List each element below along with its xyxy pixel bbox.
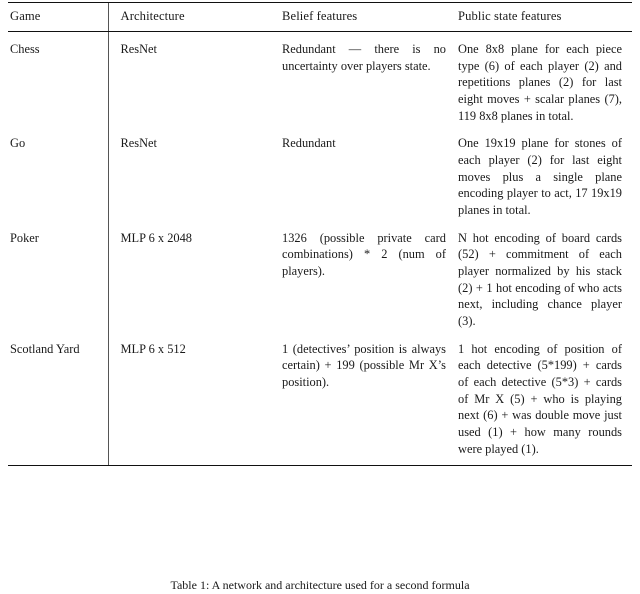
table-row: [8, 332, 632, 466]
cell-public-poker: N hot encoding of board cards (52) + commitment of each player normalized by his stack (2) + 1 hot encoding of who acts next, including chance player (3).: [458, 230, 622, 329]
column-header-architecture: Architecture: [108, 3, 280, 32]
column-header-public-state-features: Public state features: [456, 3, 632, 32]
table-body: [8, 32, 632, 466]
table-row: [8, 32, 632, 127]
cell-architecture-poker: MLP 6 x 2048: [108, 221, 280, 332]
table-header: [8, 3, 632, 32]
cell-belief-poker: 1326 (possible private card combinations) * 2 (num of players).: [282, 230, 446, 279]
cell-public-go: One 19x19 plane for stones of each player (2) for last eight moves plus a single plane encoding player to act, 17 19x19 planes in total.: [458, 136, 622, 218]
cell-game-chess: Chess: [10, 42, 40, 56]
table-caption: Table 1: A network and architecture used for a second formula: [170, 578, 470, 592]
cell-architecture-chess: ResNet: [108, 32, 280, 127]
cell-game-poker: Poker: [10, 230, 39, 245]
cell-public-scotland-yard: 1 hot encoding of position of each detective (5*199) + cards of each detective (5*3) + cards of Mr X (5) + who is playing next (6) + was double move just used (1) + how many rounds were played (1).: [456, 332, 632, 466]
table-row: [8, 126, 632, 220]
cell-public-chess: One 8x8 plane for each piece type (6) of each player (2) and repetitions planes (2) for last eight moves + scalar planes (7), 119 8x8 planes in total.: [458, 42, 622, 123]
cell-belief-chess: Redundant — there is no uncertainty over players state.: [282, 42, 446, 73]
table-row: [8, 221, 632, 332]
cell-game-scotland-yard: Scotland Yard: [8, 332, 108, 466]
column-header-game: Game: [8, 3, 108, 32]
cell-architecture-scotland-yard: MLP 6 x 512: [108, 332, 280, 466]
game-architecture-features-table: [8, 2, 632, 466]
column-header-belief-features: Belief features: [280, 3, 456, 32]
cell-belief-scotland-yard: 1 (detectives’ position is always certain) + 199 (possible Mr X’s position).: [280, 332, 456, 466]
cell-belief-go: Redundant: [282, 136, 336, 151]
cell-architecture-go: ResNet: [108, 126, 280, 220]
cell-game-go: Go: [10, 136, 26, 151]
table-header-row: [8, 3, 632, 32]
